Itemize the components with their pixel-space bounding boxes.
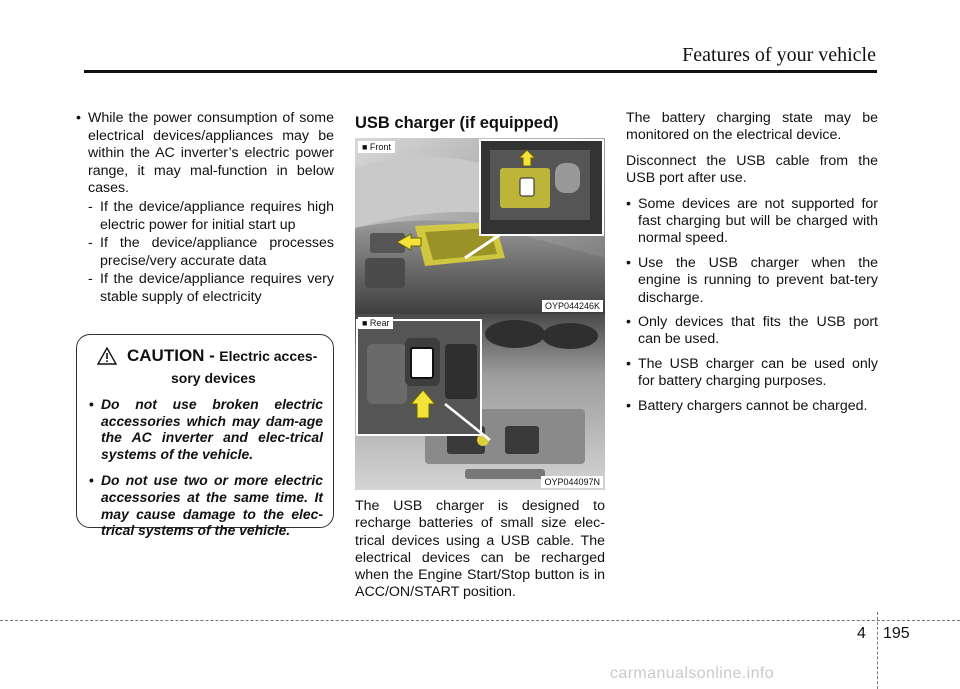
sub-item-text: If the device/appliance requires very stable supply of electricity — [100, 271, 334, 305]
rear-figure-code: OYP044097N — [541, 476, 603, 488]
front-figure-tag: ■ Front — [358, 141, 395, 153]
usb-heading: USB charger (if equipped) — [355, 114, 559, 132]
rear-console-illustration — [355, 314, 605, 490]
bullet-dot: • — [89, 472, 94, 489]
footer-divider — [877, 612, 878, 689]
paragraph: The battery charging state may be monitored on the electrical device. — [626, 110, 878, 144]
caution-title: CAUTION - — [127, 346, 215, 365]
sub-list-item — [88, 235, 334, 270]
caution-box — [76, 334, 334, 539]
section-title: Features of your vehicle — [682, 44, 876, 66]
sub-list-item — [88, 199, 334, 234]
sub-list-item — [88, 271, 334, 306]
front-figure — [355, 138, 605, 314]
bullet-text: Only devices that fits the USB port can be used. — [638, 314, 878, 348]
sub-item-text: If the device/appliance processes precise/very accurate data — [100, 235, 334, 269]
rear-figure — [355, 314, 605, 490]
front-figure-code: OYP044246K — [542, 300, 603, 312]
caution-subtitle-cont: sory devices — [171, 370, 256, 386]
list-item — [626, 398, 878, 415]
dash-marker: - — [88, 198, 93, 215]
front-console-illustration — [355, 138, 605, 314]
bullet-text: Battery chargers cannot be charged. — [638, 397, 868, 414]
left-column — [76, 110, 334, 307]
dash-marker: - — [88, 235, 93, 252]
bullet-dot: • — [76, 110, 81, 126]
caution-heading — [119, 347, 317, 366]
dash-marker: - — [88, 271, 93, 288]
page-number: 195 — [883, 625, 910, 642]
header-rule — [84, 70, 877, 73]
warning-triangle-icon — [97, 347, 119, 370]
caution-item — [89, 396, 323, 462]
bullet-dot: • — [626, 195, 631, 212]
right-column — [626, 110, 878, 422]
bullet-text: Some devices are not supported for fast charging but will be charged with normal speed. — [638, 195, 878, 247]
list-item — [626, 314, 878, 349]
bullet-text: While the power consumption of some electrical devices/appliances may be within the AC inverter’s electric power range, it may mal-function in below cases. — [88, 110, 334, 197]
bullet-dot: • — [626, 355, 631, 372]
bullet-dot: • — [626, 254, 631, 271]
chapter-number: 4 — [857, 625, 866, 642]
sub-item-text: If the device/appliance requires high electric power for initial start up — [100, 198, 334, 233]
list-item — [626, 196, 878, 248]
bullet-dot: • — [626, 397, 631, 414]
rear-figure-tag: ■ Rear — [358, 317, 393, 329]
usb-description: The USB charger is designed to recharge batteries of small size elec-trical devices using a USB cable. The electrical devices can be recharged when the Engine Start/Stop button is in ACC/ON/START position. — [355, 498, 605, 601]
caution-item-text: Do not use broken electric accessories which may dam-age the AC inverter and elec-trical systems of the vehicle. — [101, 396, 323, 462]
caution-header — [89, 347, 323, 370]
paragraph: Disconnect the USB cable from the USB port after use. — [626, 152, 878, 187]
bullet-text: The USB charger can be used only for battery charging purposes. — [638, 355, 878, 390]
list-item — [626, 356, 878, 391]
list-item — [626, 255, 878, 307]
bullet-dot: • — [89, 396, 94, 412]
watermark: carmanualsonline.info — [610, 665, 775, 682]
caution-subtitle: Electric acces- — [219, 348, 318, 364]
caution-item — [89, 472, 323, 538]
bullet-text: Use the USB charger when the engine is running to prevent bat-tery discharge. — [638, 254, 878, 306]
list-item — [76, 110, 334, 198]
bullet-dot: • — [626, 314, 631, 331]
footer-rule — [0, 620, 960, 621]
caution-item-text: Do not use two or more electric accessories at the same time. It may cause damage to the elec-trical systems of the vehicle. — [101, 472, 323, 539]
